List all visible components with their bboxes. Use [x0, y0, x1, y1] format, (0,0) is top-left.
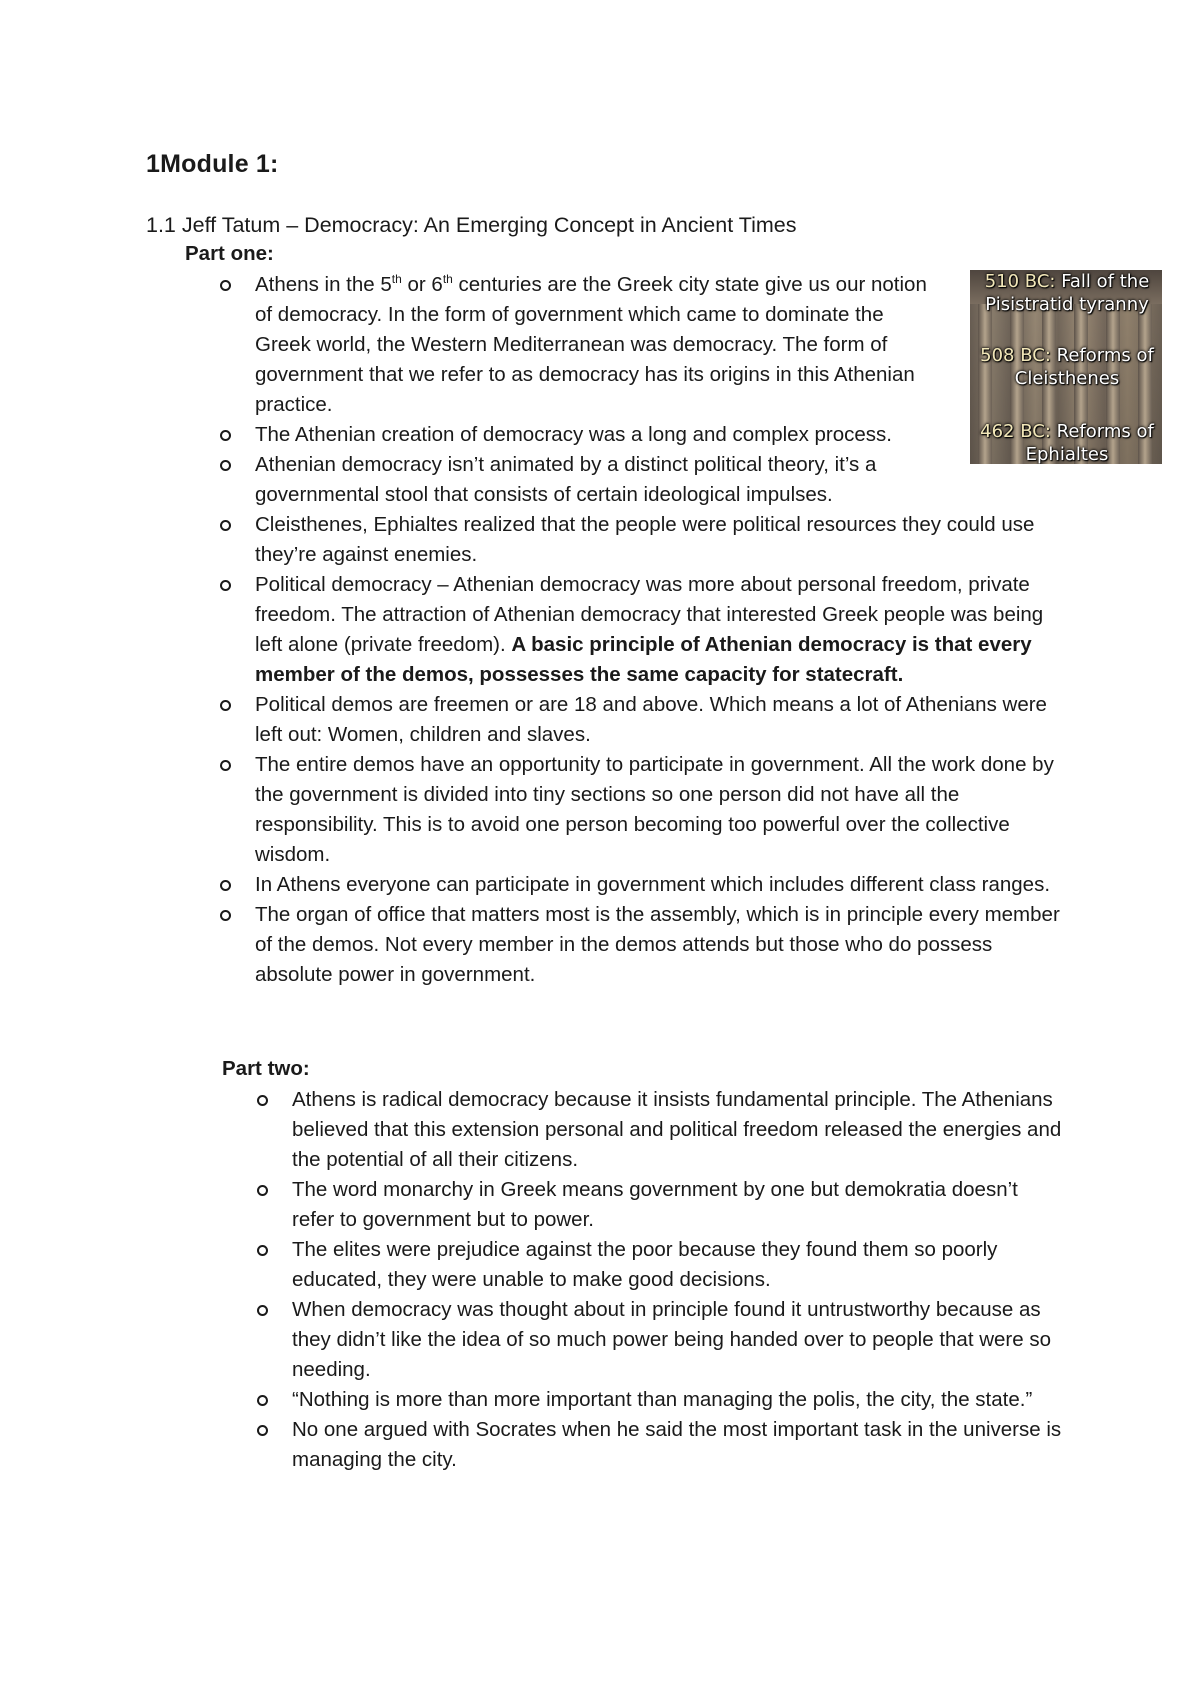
circle-bullet-icon [257, 1185, 268, 1196]
list-item [292, 1175, 1065, 1235]
list-item [255, 450, 945, 510]
list-item-text: The entire demos have an opportunity to participate in government. All the work done by the government is divided into tiny sections so one person did not have all the responsibility. This is to avoid one person becoming too powerful over the collective wisdom. [255, 753, 1054, 866]
list-item [255, 510, 1065, 570]
superscript: th [391, 272, 402, 287]
list-item [255, 420, 1065, 450]
list-item-text: The Athenian creation of democracy was a long and complex process. [255, 423, 892, 446]
text-segment: Political democracy – Athenian democracy was more about personal freedom, private freedom. The attraction of Athenian democracy that interested Greek people was being left alone (private freedom). [255, 573, 1044, 656]
bold-principle-text: A basic principle of Athenian democracy is that every member of the demos, possesses the same capacity for statecraft. [255, 633, 1032, 686]
list-item [255, 270, 945, 420]
parthenon-timeline-image [970, 270, 1162, 464]
circle-bullet-icon [220, 460, 231, 471]
list-item [292, 1235, 1065, 1295]
list-item-text: Athenian democracy isn’t animated by a distinct political theory, it’s a governmental stool that consists of certain ideological impulses. [255, 453, 877, 506]
list-item [255, 870, 1065, 900]
list-item-text: Cleisthenes, Ephialtes realized that the people were political resources they could use they’re against enemies. [255, 513, 1035, 566]
timeline-year: 510 BC: [984, 271, 1056, 292]
circle-bullet-icon [220, 430, 231, 441]
part-two-heading: Part two: [222, 1057, 310, 1080]
timeline-entry [974, 420, 1160, 464]
timeline-year: 462 BC: [980, 421, 1051, 442]
circle-bullet-icon [220, 760, 231, 771]
list-item [255, 570, 1065, 690]
list-item [255, 900, 1065, 990]
list-item [255, 750, 1065, 870]
list-item [292, 1415, 1065, 1475]
circle-bullet-icon [257, 1425, 268, 1436]
circle-bullet-icon [220, 880, 231, 891]
list-item-text: Political demos are freemen or are 18 and above. Which means a lot of Athenians were left out: Women, children and slaves. [255, 693, 1047, 746]
part-two-list [292, 1085, 1065, 1475]
list-item-text: No one argued with Socrates when he said the most important task in the universe is managing the city. [292, 1418, 1062, 1471]
timeline-entry [974, 344, 1160, 390]
section-title: 1.1 Jeff Tatum – Democracy: An Emerging Concept in Ancient Times [146, 213, 797, 237]
superscript: th [442, 272, 453, 287]
circle-bullet-icon [257, 1245, 268, 1256]
text-segment: or 6 [401, 273, 443, 296]
list-item-text: The organ of office that matters most is the assembly, which is in principle every member of the demos. Not every member in the demos attends but those who do possess absolute power in government. [255, 903, 1060, 986]
timeline-year: 508 BC: [980, 345, 1051, 366]
list-item [292, 1385, 1065, 1415]
list-item-text: “Nothing is more than more important than managing the polis, the city, the state.” [292, 1388, 1033, 1411]
list-item-text: The word monarchy in Greek means government by one but demokratia doesn’t refer to government but to power. [292, 1178, 1018, 1231]
circle-bullet-icon [257, 1395, 268, 1406]
circle-bullet-icon [257, 1305, 268, 1316]
timeline-text: Reforms of Ephialtes [1025, 421, 1154, 464]
circle-bullet-icon [220, 280, 231, 291]
part-one-heading: Part one: [185, 242, 274, 265]
timeline-text: Reforms of Cleisthenes [1014, 345, 1154, 389]
module-title: 1Module 1: [146, 150, 279, 178]
list-item-text [255, 573, 1043, 686]
timeline-text: Fall of the Pisistratid tyranny [985, 271, 1150, 315]
part-one-list [255, 270, 1065, 990]
circle-bullet-icon [257, 1095, 268, 1106]
timeline-entry [974, 270, 1160, 316]
circle-bullet-icon [220, 910, 231, 921]
list-item-text: Athens is radical democracy because it insists fundamental principle. The Athenians believed that this extension personal and political freedom released the energies and the potential of all their citizens. [292, 1088, 1062, 1171]
list-item [292, 1085, 1065, 1175]
text-segment: centuries are the Greek city state give us our notion of democracy. In the form of government which came to dominate the Greek world, the Western Mediterranean was democracy. The form of government that we refer to as democracy has its origins in this Athenian practice. [255, 273, 927, 416]
circle-bullet-icon [220, 580, 231, 591]
list-item-text: When democracy was thought about in principle found it untrustworthy because as they didn’t like the idea of so much power being handed over to people that were so needing. [292, 1298, 1051, 1381]
text-segment: Athens in the 5 [255, 273, 392, 296]
circle-bullet-icon [220, 700, 231, 711]
circle-bullet-icon [220, 520, 231, 531]
list-item [292, 1295, 1065, 1385]
list-item-text [255, 273, 927, 416]
list-item [255, 690, 1065, 750]
list-item-text: The elites were prejudice against the poor because they found them so poorly educated, they were unable to make good decisions. [292, 1238, 998, 1291]
list-item-text: In Athens everyone can participate in government which includes different class ranges. [255, 873, 1051, 896]
